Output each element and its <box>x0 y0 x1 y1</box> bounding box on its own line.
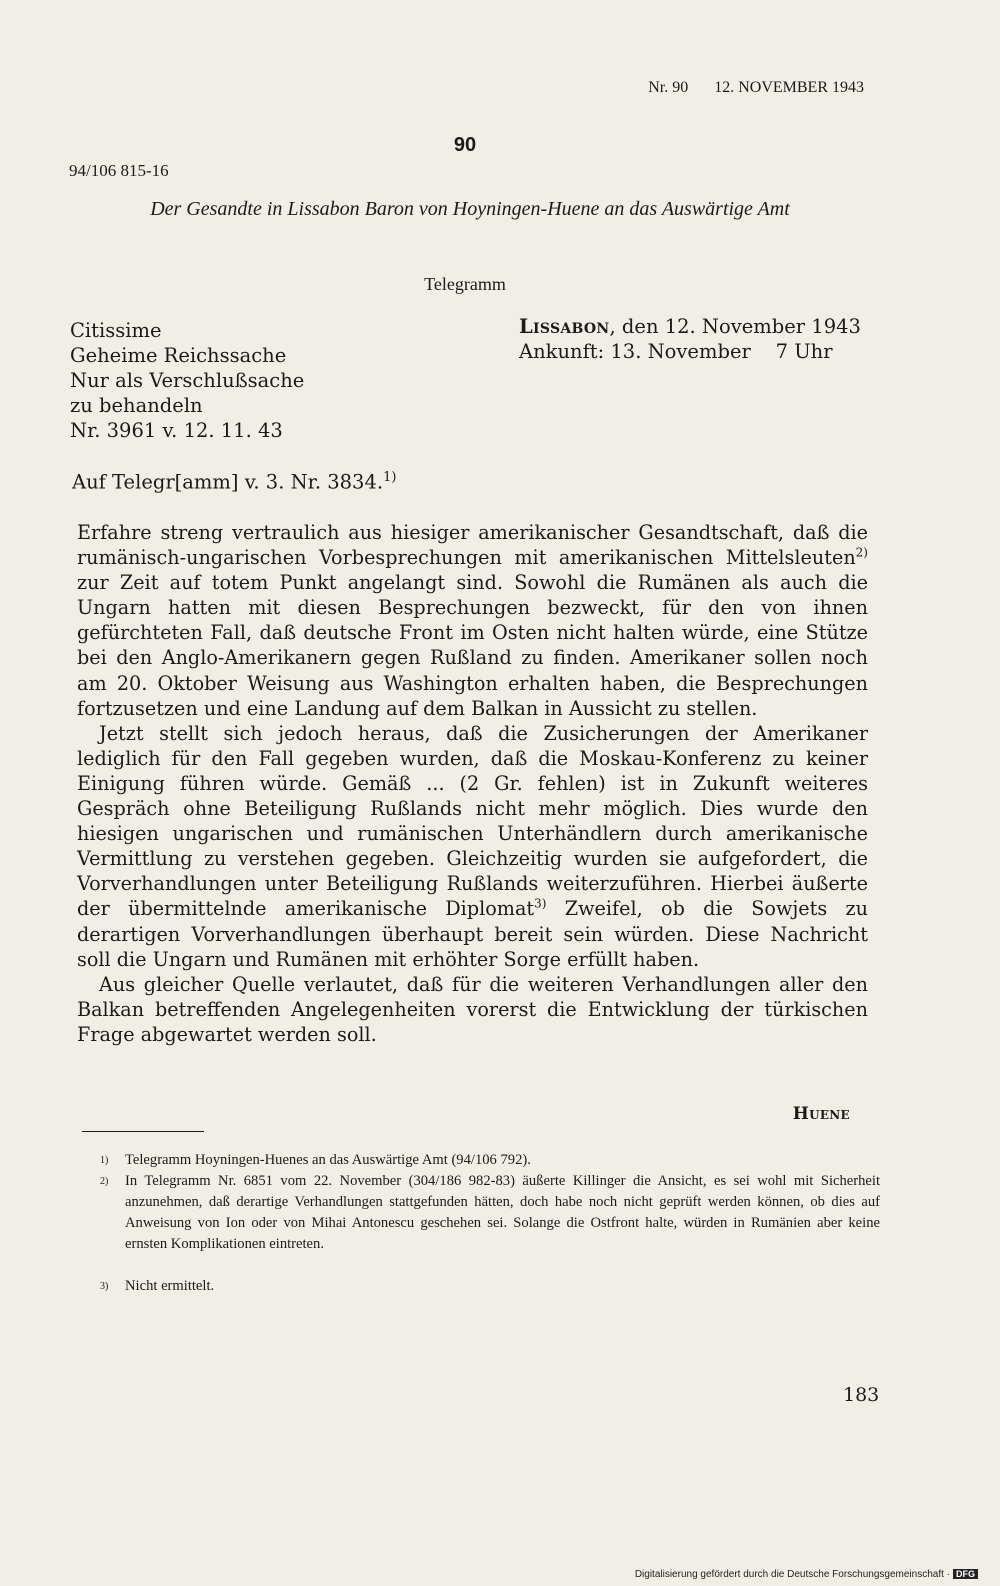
paragraph <box>77 721 868 972</box>
dfg-logo: DFG <box>953 1569 978 1579</box>
paragraph-text: Jetzt stellt sich jedoch heraus, daß die Zusicherungen der Amerikaner lediglich für den Fall gegeben wurden, daß die Moskau-Konferenz zu keiner Einigung führen würde. Gemäß ... (2 Gr. fehlen) ist in Zukunft weiteres Gespräch ohne Beteiligung Rußlands nicht mehr möglich. Dies wurde den hiesigen ungarischen und rumänischen Unterhändlern durch amerikanische Vermittlung zu verstehen gegeben. Gleichzeitig wurden sie aufgefordert, die Vorverhandlungen unter Beteiligung Rußlands weiterzuführen. Hierbei äußerte der übermittelnde amerikanische Diplomat <box>77 721 868 921</box>
dispatch-date: , den 12. November 1943 <box>609 315 861 338</box>
paragraph-text: Zweifel, ob die Sowjets zu derartigen Vorverhandlungen überhaupt bereit sein würden. Diese Nachricht soll die Ungarn und Rumänen mit erhöhter Sorge erfüllt haben. <box>77 897 868 971</box>
classification-line: Nr. 3961 v. 12. 11. 43 <box>70 419 283 442</box>
signature: Huene <box>792 1104 850 1124</box>
paragraph-text: Aus gleicher Quelle verlautet, daß für die weiteren Verhandlungen aller den Balkan betreffenden Angelegenheiten vorerst die Entwicklung der türkischen Frage abgewartet werden soll. <box>77 972 868 1046</box>
digitization-credit <box>635 1569 978 1580</box>
classification-line: Nur als Verschlußsache <box>70 369 305 392</box>
paragraph-text: Erfahre streng vertraulich aus hiesiger amerikanischer Gesandtschaft, daß die rumänisch-ungarischen Vorbesprechungen mit amerikanischen Mittelsleuten <box>77 521 868 570</box>
footnote-text: Nicht ermittelt. <box>125 1278 215 1294</box>
classification-line: Geheime Reichssache <box>70 344 287 367</box>
header-date: 12. NOVEMBER 1943 <box>714 79 864 96</box>
footnote-text: Telegramm Hoyningen-Huenes an das Auswärtige Amt (94/106 792). <box>125 1152 531 1168</box>
reference-line <box>72 470 396 494</box>
classification-line: zu behandeln <box>70 394 203 417</box>
dispatch-place: Lissabon <box>519 315 610 338</box>
footnote-mark: 2) <box>100 1176 109 1187</box>
classification-block <box>70 318 304 443</box>
footnote <box>100 1171 880 1255</box>
footnote-ref: 1) <box>383 470 397 485</box>
paragraph <box>77 520 868 721</box>
footnote-mark: 3) <box>100 1281 109 1292</box>
file-number: 94/106 815-16 <box>69 161 169 180</box>
footnote-text: In Telegramm Nr. 6851 vom 22. November (304/186 982-83) äußerte Killinger die Ansicht, es sei wohl mit Sicherheit anzunehmen, daß derartige Verhandlungen stattgefunden hätten, doch habe noch nicht geprüft werden können, ob dies auf Anweisung von Ion oder von Mihai Antonescu geschehen sei. Solange die Ostfront halte, würden in Rumänien aber keine ernsten Komplikationen eintreten. <box>125 1173 880 1252</box>
footnote-ref: 3) <box>534 897 547 912</box>
footnote-ref: 2) <box>855 545 868 560</box>
telegram-body <box>77 520 868 1047</box>
document-number: 90 <box>453 134 477 156</box>
classification-line: Citissime <box>70 319 162 342</box>
footnote-divider <box>82 1131 204 1132</box>
running-header <box>648 79 864 97</box>
header-doc-number: Nr. 90 <box>648 79 689 96</box>
arrival-line: Ankunft: 13. November 7 Uhr <box>519 340 833 363</box>
reference-text: Auf Telegr[amm] v. 3. Nr. 3834. <box>72 470 384 494</box>
footnote <box>100 1276 880 1297</box>
footnote-mark: 1) <box>100 1155 109 1166</box>
paragraph <box>77 972 868 1047</box>
dispatch-block <box>519 314 861 364</box>
dispatch-line <box>519 314 861 339</box>
page-number: 183 <box>843 1384 880 1406</box>
credit-text: Digitalisierung gefördert durch die Deutsche Forschungsgemeinschaft · <box>634 1569 950 1580</box>
paragraph-text: zur Zeit auf totem Punkt angelangt sind. Sowohl die Rumänen als auch die Ungarn hatten mit diesen Besprechungen bezweckt, für den von ihnen gefürchteten Fall, daß deutsche Front im Osten nicht halten würde, eine Stütze bei den Anglo-Amerikanern gegen Rußland zu finden. Amerikaner sollen noch am 20. Oktober Weisung aus Washington erhalten haben, die Besprechungen fortzusetzen und eine Landung auf dem Balkan in Aussicht zu stellen. <box>77 571 868 720</box>
footnote <box>100 1150 880 1171</box>
document-type: Telegramm <box>424 274 506 294</box>
document-heading: Der Gesandte in Lissabon Baron von Hoyningen-Huene an das Auswärtige Amt <box>150 198 790 220</box>
